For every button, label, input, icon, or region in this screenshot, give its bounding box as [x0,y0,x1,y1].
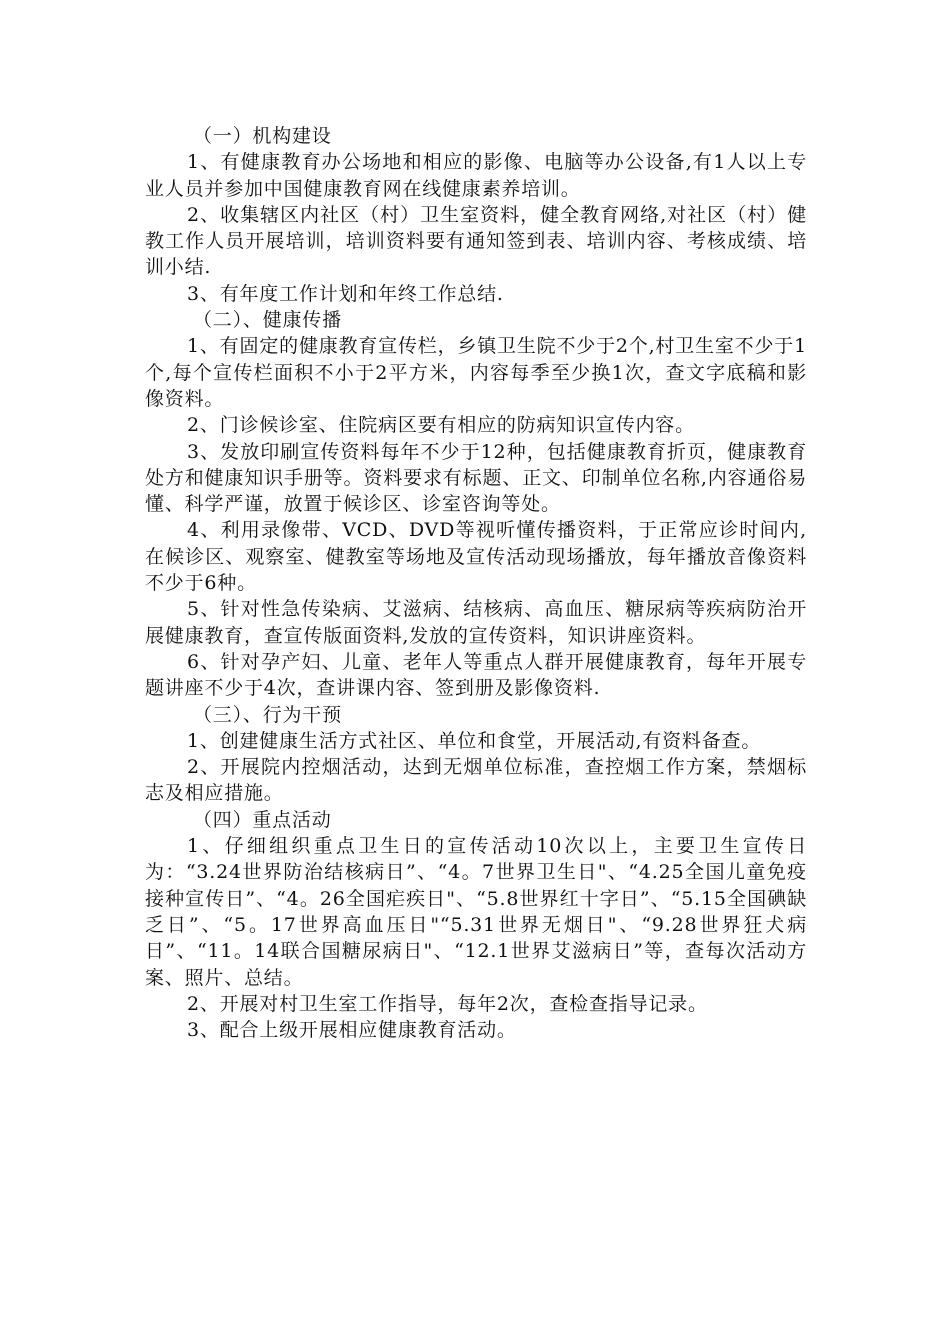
paragraph: 1、有健康教育办公场地和相应的影像、电脑等办公设备,有1人以上专业人员并参加中国健康教育网在线健康素养培训。 [145,151,807,200]
paragraph: 2、开展院内控烟活动，达到无烟单位标准，查控烟工作方案，禁烟标志及相应措施。 [145,756,807,805]
paragraph: 2、收集辖区内社区（村）卫生室资料，健全教育网络,对社区（村）健教工作人员开展培训，培训资料要有通知签到表、培训内容、考核成绩、培训小结. [145,203,807,279]
section-heading-2: （二）、健康传播 [193,309,342,332]
paragraph: 2、开展对村卫生室工作指导，每年2次，查检查指导记录。 [187,992,708,1015]
section-heading-1: （一）机构建设 [193,125,332,147]
paragraph: 3、发放印刷宣传资料每年不少于12种，包括健康教育折页，健康教育处方和健康知识手册等。资料要求有标题、正文、印制单位名称,内容通俗易懂、科学严谨，放置于候诊区、诊室咨询等处。 [145,440,807,516]
section-heading-4: （四）重点活动 [193,808,332,831]
paragraph: 2、门诊候诊室、住院病区要有相应的防病知识宣传内容。 [187,414,695,437]
document-body [145,123,807,1043]
paragraph: 1、有固定的健康教育宣传栏，乡镇卫生院不少于2个,村卫生室不少于1个,每个宣传栏面积不小于2平方米，内容每季至少换1次，查文字底稿和影像资料。 [145,335,807,410]
paragraph: 3、有年度工作计划和年终工作总结. [187,282,504,305]
paragraph: 1、创建健康生活方式社区、单位和食堂，开展活动,有资料备查。 [187,729,762,752]
section-heading-3: （三）、行为干预 [193,703,342,726]
paragraph: 1、仔细组织重点卫生日的宣传活动10次以上，主要卫生宣传日为：“3.24世界防治结核病日”、“4。7世界卫生日"、“4.25全国儿童免疫接种宣传日”、“4。26全国疟疾日"、“5.8世界红十字日”、“5.15全国碘缺乏日”、“5。17世界高血压日"“5.31世界无烟日"、“9.28世界狂犬病日”、“11。14联合国糖尿病日"、“12.1世界艾滋病日”等，查每次活动方案、照片、总结。 [145,835,807,989]
paragraph: 5、针对性急传染病、艾滋病、结核病、高血压、糖尿病等疾病防治开展健康教育，查宣传版面资料,发放的宣传资料，知识讲座资料。 [145,598,807,647]
paragraph: 3、配合上级开展相应健康教育活动。 [187,1019,517,1042]
paragraph: 6、针对孕产妇、儿童、老年人等重点人群开展健康教育，每年开展专题讲座不少于4次，查讲课内容、签到册及影像资料. [145,650,807,700]
paragraph: 4、利用录像带、VCD、DVD等视听懂传播资料，于正常应诊时间内,在候诊区、观察室、健教室等场地及宣传活动现场播放，每年播放音像资料不少于6种。 [145,519,807,595]
